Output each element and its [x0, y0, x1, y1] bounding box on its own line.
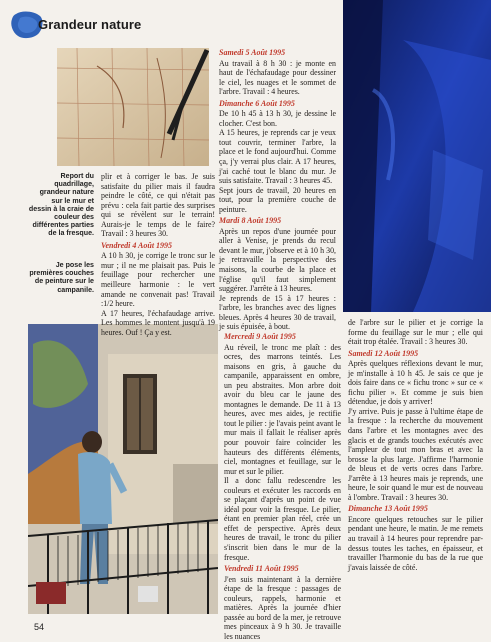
- entry-text: Au réveil, le tronc me plaît : des ocres, des marrons teintés. Les maisons en gris, à gauche du campanile, apparaissent en ombre, un peu abstraites. Mon arbre doit avoir du bleu car le jaune des montagnes le demande. De 11 à 13 heures, avec mes aides, je rectifie tout le pilier : je l'avais peint avant le mur mais il fallait le réaliser après pour pouvoir faire coïncider les hauteurs des différents éléments, ciel, montagnes et feuillage, sur le mur et sur le pilier. Il a donc fallu redescendre les couleurs et exécuter les raccords en se plaçant d'après un point de vue idéal pour voir la fresque. Le pilier, étant en premier plan réel, crée un effet de perspective. Après deux heures de travail, le tronc du pilier s'inscrit bien dans le mur de la fresque.: [224, 342, 341, 562]
- caption-campanile: Je pose les premières couches de peinture sur le campanile.: [29, 261, 94, 294]
- entry-date: Vendredi 4 Août 1995: [101, 240, 173, 250]
- entry-date: Mardi 8 Août 1995: [219, 216, 282, 226]
- text-column-c: [224, 330, 341, 642]
- text-column-d: [348, 318, 483, 572]
- entry-text: plir et à corriger le bas. Je suis satisfaite du pilier mais il faudra peindre le côté, ce qui n'était pas prévu : cela fait partie des surprises qui se révèlent sur le terrain! Aurais-je le temps de le faire? Travail : 3 heures 30.: [101, 172, 215, 239]
- entry-date: Samedi 5 Août 1995: [219, 48, 286, 57]
- page-header: [8, 8, 208, 42]
- photo-blue-painting: [343, 0, 491, 312]
- entry-date: Vendredi 11 Août 1995: [224, 564, 299, 574]
- section-title: Grandeur nature: [38, 17, 142, 32]
- text-column-b: [101, 172, 215, 337]
- entry-date: Dimanche 6 Août 1995: [219, 98, 295, 108]
- entry-date: Samedi 12 Août 1995: [348, 348, 419, 358]
- photo-painter-scaffolding: [28, 324, 218, 614]
- photo-wall-sketch: [57, 48, 209, 166]
- entry-text: Au travail à 8 h 30 : je monte en haut de l'échafaudage pour dessiner le ciel, les nuages et le sommet de l'arbre. Travail : 4 heures.: [219, 58, 336, 97]
- entry-text: Encore quelques retouches sur le pilier pendant une heure, le matin. Je me remets au travail à 14 heures pour reprendre par-dessus toutes les taches, en épaisseur, et travailler l'harmonie du bas de la rue que j'avais laissée de côté.: [348, 514, 483, 572]
- entry-text: Après un repos d'une journée pour aller à Venise, je prends du recul devant le mur, j'observe et à 10 h 30, je retravaille la perspective des maisons, la courbe de la place et l'église qu'il faut simplement suggérer. J'arrête à 13 heures. Je reprends de 15 à 17 heures : l'arbre, les branches avec des lignes bleues. Après 4 heures 30 de travail, je suis épuisée, à bout.: [219, 226, 336, 332]
- caption-wall-sketch: Report du quadrillage, grandeur nature sur le mur et dessin à la craie de couleur des différentes parties de la fresque.: [28, 172, 94, 238]
- entry-text: Après quelques réflexions devant le mur, je m'installe à 10 h 45. Je sais ce que je dois faire dans ce « fichu tronc » sur ce « fichu pilier ». Et comme je suis bien détendue, je dois y arriver! J'y arrive. Puis je passe à l'ultime étape de la fresque : la recherche du mouvement dans l'arbre et les montagnes avec des glacis et de grands touches exécutés avec l'ampleur de tout mon bras et avec la brosse la plus large. J'affirme l'harmonie de bleus et de verts ocres dans l'arbre. J'arrête à 13 heures mais je reprends, une heure, le soir quand le mur est de nouveau à l'ombre. Travail : 3 heures 30.: [348, 359, 483, 502]
- entry-text: De 10 h 45 à 13 h 30, je dessine le clocher. C'est bon. A 15 heures, je reprends car je veux tout couvrir, terminer l'arbre, la place et le fond aujourd'hui. Comme ça, j'y verrai plus clair. A 17 heures, j'ai caché tout le blanc du mur. Je suis satisfaite. Travail : 3 heures 45. Sept jours de travail, 20 heures en tout, pour la première couche de peinture.: [219, 109, 336, 214]
- entry-date: Dimanche 13 Août 1995: [348, 504, 428, 514]
- page-number: 54: [34, 622, 45, 632]
- entry-text: J'en suis maintenant à la dernière étape de la fresque : passages de couleurs, rappels, harmonie et matières. Après la journée d'hier passée au bord de la mer, je retrouve mes pinceaux à 9 h 30. Je travaille les nuances: [224, 574, 341, 641]
- text-column-a: [219, 46, 336, 332]
- painter-image: [28, 324, 218, 614]
- entry-text: de l'arbre sur le pilier et je corrige la forme du feuillage sur le mur ; elle qui était trop étalée. Travail : 3 heures 30.: [348, 318, 483, 347]
- entry-date: Mercredi 9 Août 1995: [224, 332, 296, 341]
- blue-painting-image: [343, 0, 491, 312]
- wall-sketch-image: [57, 48, 209, 166]
- entry-text: A 10 h 30, je corrige le tronc sur le mur ; il ne me plaisait pas. Puis le feuillage pour rechercher une meilleure harmonie : le vert amande ne convenait pas! Travail :1/2 heure. A 17 heures, l'échafaudage arrive. Les hommes le montent jusqu'à 19 heures. Ouf ! Ça y est.: [101, 251, 215, 337]
